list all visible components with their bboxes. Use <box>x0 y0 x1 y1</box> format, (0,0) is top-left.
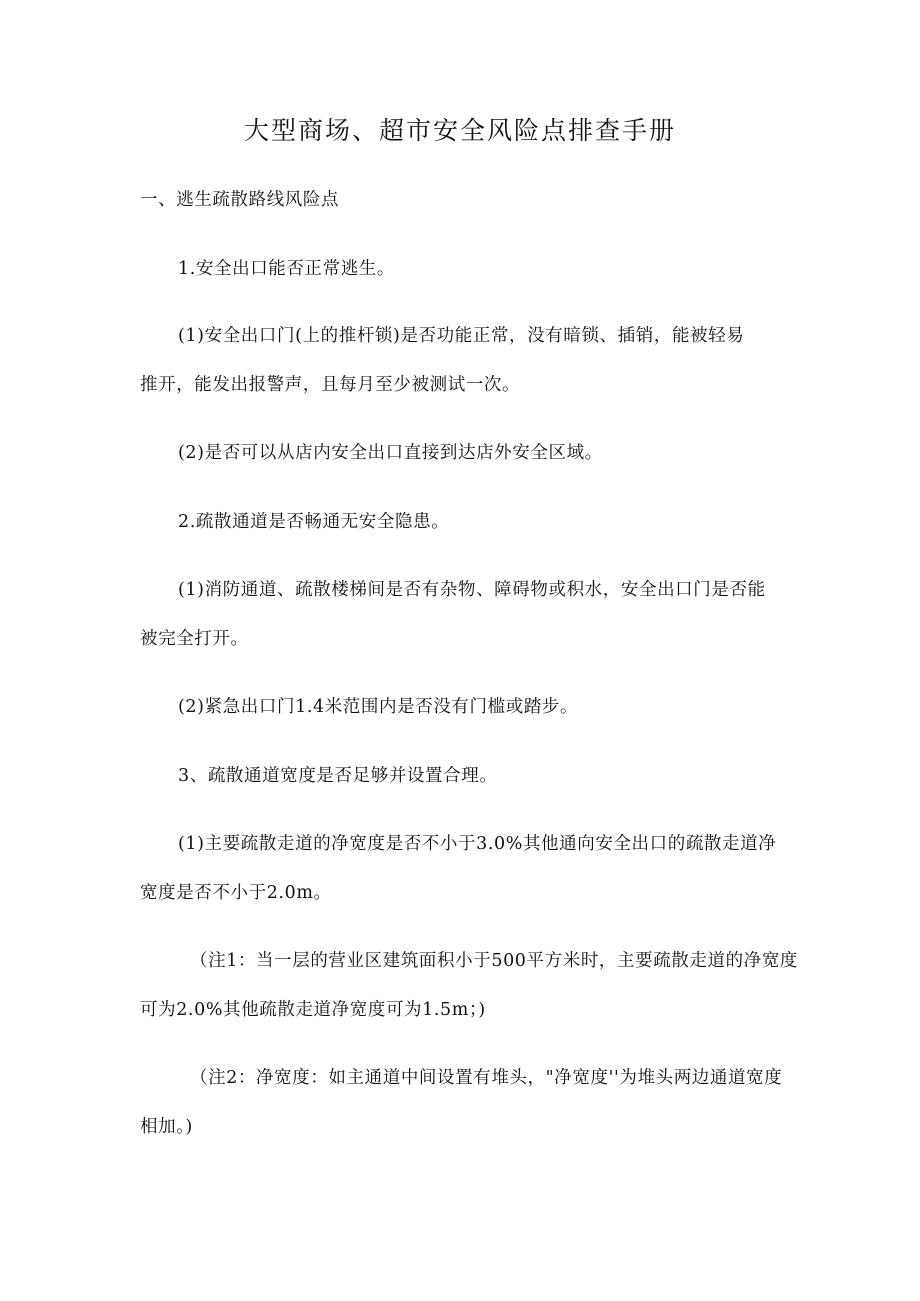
note-line: 可为2.0%其他疏散走道净宽度可为1.5m；) <box>140 1000 486 1020</box>
paragraph-line: (2)是否可以从店内安全出口直接到达店外安全区域。 <box>178 443 603 463</box>
document-title: 大型商场、超市安全风险点排查手册 <box>243 116 676 145</box>
note-line: 相加。) <box>140 1117 193 1137</box>
paragraph-line: (1)消防通道、疏散楼梯间是否有杂物、障碍物或积水，安全出口门是否能 <box>178 580 766 600</box>
item-heading: 2.疏散通道是否畅通无安全隐患。 <box>178 512 450 532</box>
paragraph-line: 推开，能发出报警声，且每月至少被测试一次。 <box>140 375 521 395</box>
paragraph-line: (2)紧急出口门1.4米范围内是否没有门槛或踏步。 <box>178 697 579 717</box>
paragraph-line: 被完全打开。 <box>140 629 249 649</box>
section-heading: 一、逃生疏散路线风险点 <box>140 190 340 210</box>
note-line: （注2：净宽度：如主通道中间设置有堆头，"净宽度''为堆头两边通道宽度 <box>190 1068 783 1088</box>
note-line: （注1：当一层的营业区建筑面积小于500平方米时，主要疏散走道的净宽度 <box>190 951 799 971</box>
paragraph-line: (1)安全出口门(上的推杆锁)是否功能正常，没有暗锁、插销，能被轻易 <box>178 326 745 346</box>
paragraph-line: (1)主要疏散走道的净宽度是否不小于3.0%其他通向安全出口的疏散走道净 <box>178 834 777 854</box>
paragraph-line: 宽度是否不小于2.0m。 <box>140 883 332 903</box>
item-heading: 1.安全出口能否正常逃生。 <box>178 259 395 279</box>
item-heading: 3、疏散通道宽度是否足够并设置合理。 <box>178 766 498 786</box>
